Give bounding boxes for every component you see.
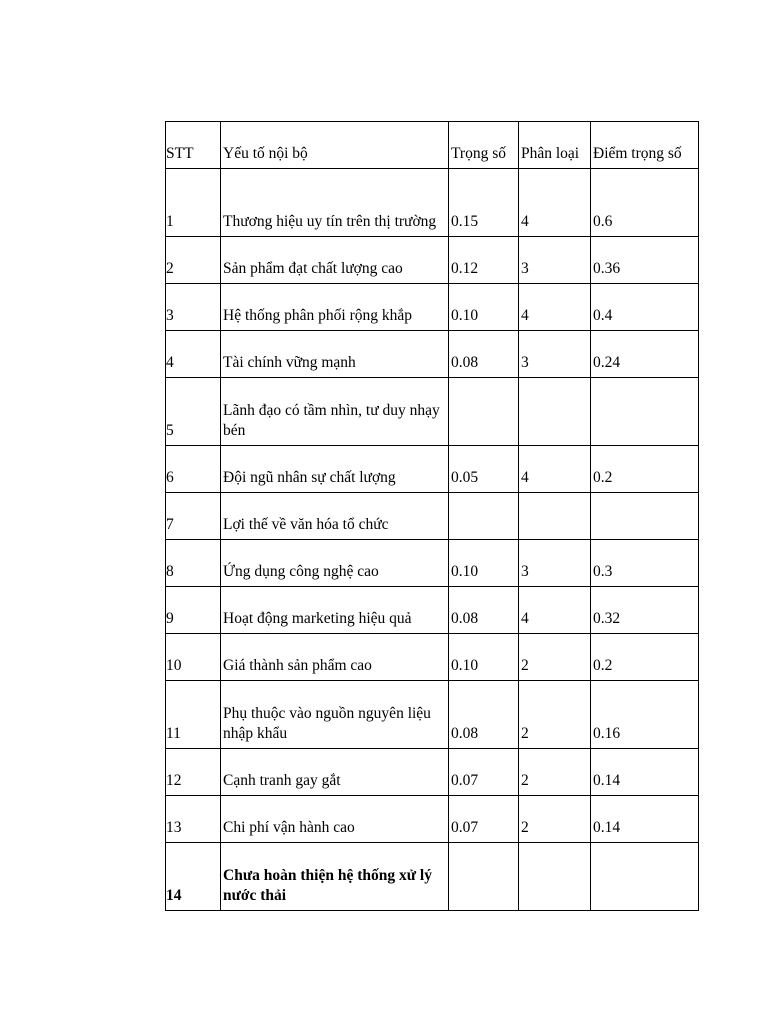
- cell-factor: Chưa hoàn thiện hệ thống xử lý nước thải: [221, 843, 449, 911]
- cell-rating: 3: [519, 540, 591, 587]
- table-body: [166, 122, 699, 911]
- cell-factor: Sản phẩm đạt chất lượng cao: [221, 237, 449, 284]
- cell-stt: 6: [166, 446, 221, 493]
- cell-rating: [519, 843, 591, 911]
- cell-stt: 2: [166, 237, 221, 284]
- cell-rating: 4: [519, 587, 591, 634]
- table-row: [166, 540, 699, 587]
- cell-factor: Hệ thống phân phối rộng khắp: [221, 284, 449, 331]
- cell-score: 0.2: [591, 634, 699, 681]
- cell-rating: 3: [519, 331, 591, 378]
- cell-score: 0.14: [591, 796, 699, 843]
- cell-score: 0.36: [591, 237, 699, 284]
- cell-weight: 0.15: [449, 169, 519, 237]
- cell-stt: 14: [166, 843, 221, 911]
- cell-stt: 4: [166, 331, 221, 378]
- cell-factor: Phụ thuộc vào nguồn nguyên liệu nhập khẩu: [221, 681, 449, 749]
- cell-rating: [519, 493, 591, 540]
- cell-factor: Tài chính vững mạnh: [221, 331, 449, 378]
- cell-weight: 0.10: [449, 540, 519, 587]
- cell-weight: 0.10: [449, 284, 519, 331]
- cell-stt: 11: [166, 681, 221, 749]
- table-row: [166, 378, 699, 446]
- cell-stt: 3: [166, 284, 221, 331]
- cell-score: 0.2: [591, 446, 699, 493]
- table-row: [166, 681, 699, 749]
- cell-factor: Chi phí vận hành cao: [221, 796, 449, 843]
- table-row: [166, 493, 699, 540]
- cell-factor: Lợi thế về văn hóa tổ chức: [221, 493, 449, 540]
- cell-rating: 2: [519, 749, 591, 796]
- cell-factor: Ứng dụng công nghệ cao: [221, 540, 449, 587]
- cell-weight: 0.10: [449, 634, 519, 681]
- cell-score: 0.6: [591, 169, 699, 237]
- table-row: [166, 331, 699, 378]
- cell-stt: 13: [166, 796, 221, 843]
- cell-rating: 4: [519, 284, 591, 331]
- cell-weight: 0.08: [449, 587, 519, 634]
- cell-rating: 2: [519, 681, 591, 749]
- cell-factor: Đội ngũ nhân sự chất lượng: [221, 446, 449, 493]
- cell-weight: [449, 843, 519, 911]
- header-rating: Phân loại: [519, 122, 591, 169]
- table-row: [166, 284, 699, 331]
- cell-stt: 9: [166, 587, 221, 634]
- cell-factor: Cạnh tranh gay gắt: [221, 749, 449, 796]
- table-row: [166, 749, 699, 796]
- header-score: Điểm trọng số: [591, 122, 699, 169]
- table-row: [166, 634, 699, 681]
- header-weight: Trọng số: [449, 122, 519, 169]
- cell-weight: 0.08: [449, 681, 519, 749]
- table-row: [166, 169, 699, 237]
- cell-rating: [519, 378, 591, 446]
- table-row: [166, 843, 699, 911]
- header-factor: Yếu tố nội bộ: [221, 122, 449, 169]
- cell-score: 0.3: [591, 540, 699, 587]
- cell-factor: Hoạt động marketing hiệu quả: [221, 587, 449, 634]
- cell-weight: 0.07: [449, 749, 519, 796]
- cell-factor: Thương hiệu uy tín trên thị trường: [221, 169, 449, 237]
- cell-rating: 4: [519, 169, 591, 237]
- cell-rating: 2: [519, 634, 591, 681]
- cell-score: [591, 493, 699, 540]
- table-row: [166, 587, 699, 634]
- cell-stt: 10: [166, 634, 221, 681]
- cell-stt: 8: [166, 540, 221, 587]
- cell-rating: 3: [519, 237, 591, 284]
- table-header-row: [166, 122, 699, 169]
- cell-weight: [449, 493, 519, 540]
- cell-score: 0.4: [591, 284, 699, 331]
- cell-score: [591, 378, 699, 446]
- internal-factors-table: [165, 121, 699, 911]
- cell-factor: Giá thành sản phẩm cao: [221, 634, 449, 681]
- cell-stt: 5: [166, 378, 221, 446]
- cell-weight: 0.12: [449, 237, 519, 284]
- cell-stt: 12: [166, 749, 221, 796]
- cell-stt: 7: [166, 493, 221, 540]
- cell-score: [591, 843, 699, 911]
- cell-score: 0.14: [591, 749, 699, 796]
- table-row: [166, 446, 699, 493]
- cell-factor: Lãnh đạo có tầm nhìn, tư duy nhạy bén: [221, 378, 449, 446]
- header-stt: STT: [166, 122, 221, 169]
- cell-score: 0.16: [591, 681, 699, 749]
- cell-rating: 2: [519, 796, 591, 843]
- table-row: [166, 237, 699, 284]
- cell-rating: 4: [519, 446, 591, 493]
- cell-weight: 0.08: [449, 331, 519, 378]
- cell-score: 0.24: [591, 331, 699, 378]
- cell-stt: 1: [166, 169, 221, 237]
- cell-weight: [449, 378, 519, 446]
- table-row: [166, 796, 699, 843]
- cell-weight: 0.05: [449, 446, 519, 493]
- cell-weight: 0.07: [449, 796, 519, 843]
- cell-score: 0.32: [591, 587, 699, 634]
